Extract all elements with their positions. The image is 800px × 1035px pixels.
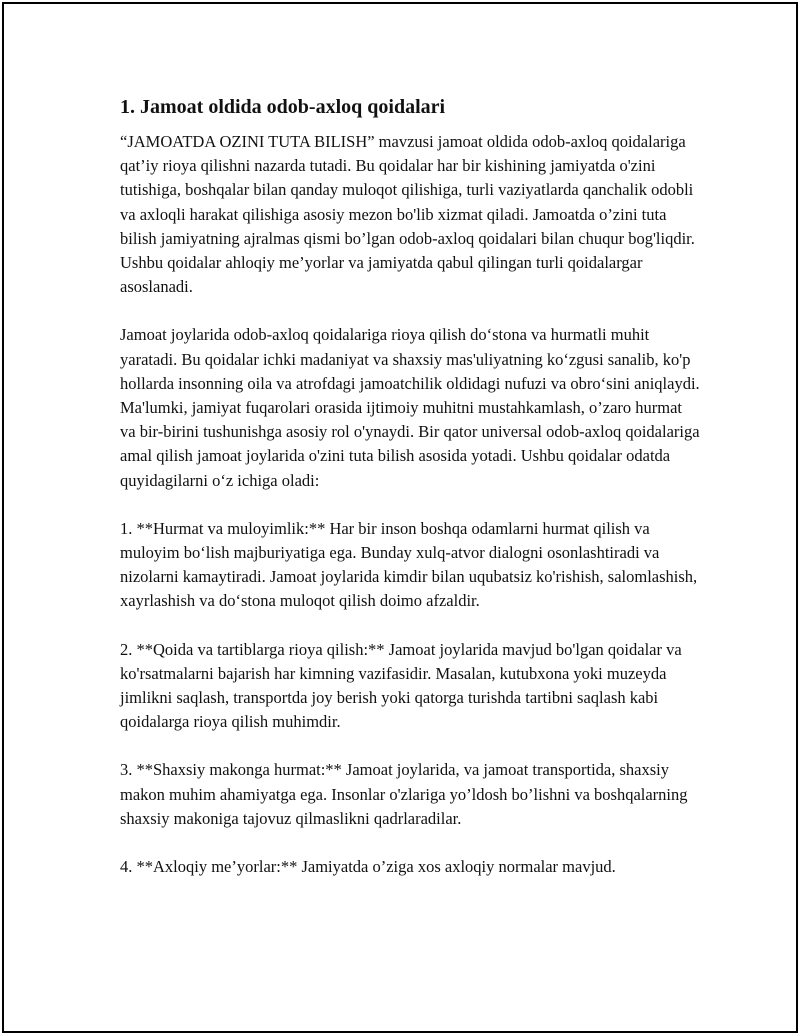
list-item-respect: 1. **Hurmat va muloyimlik:** Har bir inson boshqa odamlarni hurmat qilish va muloyim bo‘lish majburiyatiga ega. Bunday xulq-atvor dialogni osonlashtiradi va nizolarni kamaytiradi. Jamoat joylarida kimdir bilan uqubatsiz ko'rishish, salomlashish, xayrlashish va do‘stona muloqot qilish doimo afzaldir. xyxy=(120,518,698,611)
list-item-personal-space: 3. **Shaxsiy makonga hurmat:** Jamoat joylarida, va jamoat transportida, shaxsiy makon muhim ahamiyatga ega. Insonlar o'zlariga yo’ldosh bo’lishni va boshqalarning shaxsiy makoniga tajovuz qilmaslikni qadrlaradilar. xyxy=(120,760,688,828)
document-content xyxy=(120,94,700,903)
section-heading: 1. Jamoat oldida odob-axloq qoidalari xyxy=(120,96,446,118)
document-page xyxy=(2,2,798,1033)
list-item-rules: 2. **Qoida va tartiblarga rioya qilish:** Jamoat joylarida mavjud bo'lgan qoidalar va ko'rsatmalarni bajarish har kimning vazifasidir. Masalan, kutubxona yoki muzeyda jimlikni saqlash, transportda joy berish yoki qatorga turishda tartibni saqlash kabi qoidalarga rioya qilish muhimdir. xyxy=(120,639,682,732)
paragraph-public-places: Jamoat joylarida odob-axloq qoidalariga rioya qilish do‘stona va hurmatli muhit yaratadi. Bu qoidalar ichki madaniyat va shaxsiy mas'uliyatning ko‘zgusi sanalib, ko'p hollarda insonning oila va atrofdagi jamoatchilik oldidagi nufuzi va obro‘sini aniqlaydi. Ma'lumki, jamiyat fuqarolari orasida ijtimoiy muhitni mustahkamlash, o’zaro hurmat va bir-birini tushunishga asosiy rol o'ynaydi. Bir qator universal odob-axloq qoidalariga amal qilish jamoat joylarida o'zini tuta bilish asosida yotadi. Ushbu qoidalar odatda quyidagilarni o‘z ichiga oladi: xyxy=(120,325,700,490)
list-item-moral-norms: 4. **Axloqiy me’yorlar:** Jamiyatda o’ziga xos axloqiy normalar mavjud. xyxy=(120,857,616,877)
paragraph-intro: “JAMOATDA OZINI TUTA BILISH” mavzusi jamoat oldida odob-axloq qoidalariga qat’iy rioya qilishni nazarda tutadi. Bu qoidalar har bir kishining jamiyatda o'zini tutishiga, boshqalar bilan qanday muloqot qilishiga, turli vaziyatlarda qanchalik odobli va axloqli harakat qilishiga asosiy mezon bo'lib xizmat qiladi. Jamoatda o’zini tuta bilish jamiyatning ajralmas qismi bo’lgan odob-axloq qoidalari bilan chuqur bog'liqdir. Ushbu qoidalar ahloqiy me’yorlar va jamiyatda qabul qilingan turli qoidalargar asoslanadi. xyxy=(120,132,695,297)
